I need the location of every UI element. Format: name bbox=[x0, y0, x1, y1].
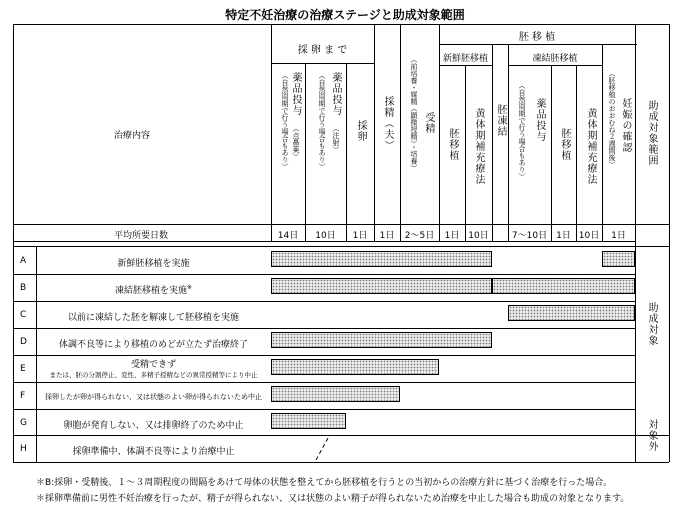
row-text: 凍結胚移植を実施※ bbox=[114, 284, 193, 296]
days-value: 10日 bbox=[468, 231, 489, 241]
col-pregnancy-check-sub: （胚移植のおおむね２週間後） bbox=[608, 70, 616, 168]
row-letter: D bbox=[20, 337, 27, 347]
gantt-bar bbox=[271, 359, 439, 375]
page-title: 特定不妊治療の治療ステージと助成対象範囲 bbox=[225, 8, 465, 22]
footnote: ＊採卵準備前に男性不妊治療を行ったが、精子が得られない、又は状態のよい精子が得られないため治療を中止した場合も助成の対象となります。 bbox=[36, 494, 630, 504]
col-drug-injection-paren: （注射） bbox=[332, 125, 340, 153]
gantt-bar bbox=[492, 278, 635, 294]
footnote: ＊B:採卵・受精後、１〜３周期程度の間隔をあけて母体の状態を整えてから胚移植を行うとの当初からの治療方針に基づく治療を行った場合。 bbox=[36, 478, 613, 488]
frozen-transfer-group-header: 凍結胚移植 bbox=[532, 54, 578, 64]
gantt-bar bbox=[602, 251, 635, 267]
gantt-bar bbox=[271, 386, 400, 402]
row-text: 卵胞が発育しない、又は排卵終了のため中止 bbox=[63, 421, 244, 431]
col-pregnancy-check-main: 妊娠の確認 bbox=[620, 98, 631, 153]
fresh-transfer-group-header: 新鮮胚移植 bbox=[442, 54, 488, 64]
embryo-transfer-group-header: 胚 移 植 bbox=[518, 32, 556, 43]
row-letter: B bbox=[20, 283, 27, 293]
subsidy-scope-header: 助成対象範囲 bbox=[646, 100, 657, 166]
row-text: 体調不良等により移植のめどが立たず治療終了 bbox=[58, 340, 248, 350]
col-fertilization-sub: （前培養・媒精（顕微授精）・培養） bbox=[410, 56, 418, 172]
not-covered-scope-label: 対象外 bbox=[646, 419, 657, 452]
row-letter: G bbox=[20, 418, 27, 428]
gantt-bar bbox=[271, 251, 492, 267]
col-embryo-freeze: 胚凍結 bbox=[495, 104, 506, 137]
gantt-bar bbox=[271, 413, 346, 429]
dashed-stop-line bbox=[300, 436, 340, 462]
days-value: 10日 bbox=[578, 231, 600, 241]
col-frozen-drug-sub: （自然周期で行う場合もあり） bbox=[518, 82, 526, 180]
col-sperm-collection: 採精（夫） bbox=[382, 96, 393, 151]
row-text: 以前に凍結した胚を解凍して胚移植を実施 bbox=[67, 313, 239, 323]
gantt-bar bbox=[271, 278, 492, 294]
row-text: 新鮮胚移植を実施 bbox=[117, 259, 190, 269]
col-drug-nasal-paren: （点鼻薬） bbox=[292, 125, 300, 160]
days-value: 1日 bbox=[352, 231, 368, 241]
col-fertilization-main: 受精 bbox=[423, 112, 434, 134]
gantt-bar bbox=[508, 305, 635, 321]
row-letter: E bbox=[20, 364, 26, 374]
col-fresh-luteal: 黄体期補充療法 bbox=[473, 108, 484, 185]
days-value: 14日 bbox=[277, 231, 299, 241]
days-value: 1日 bbox=[556, 231, 571, 241]
days-value: 7〜10日 bbox=[511, 231, 548, 241]
col-egg-retrieval: 採卵 bbox=[355, 120, 366, 142]
col-frozen-transfer: 胚移植 bbox=[559, 128, 570, 161]
egg-retrieval-group-header: 採 卵 ま で bbox=[297, 45, 348, 56]
row-letter: C bbox=[20, 310, 27, 320]
col-drug-nasal-main: 薬品投与 bbox=[290, 72, 301, 116]
col-fresh-transfer: 胚移植 bbox=[447, 128, 458, 161]
row-text: 採卵準備中、体調不良等により治療中止 bbox=[72, 447, 235, 457]
col-drug-injection-main: 薬品投与 bbox=[330, 72, 341, 116]
footnote-mark: ※ bbox=[186, 284, 193, 291]
row-letter: A bbox=[20, 256, 27, 266]
row-letter: F bbox=[20, 391, 26, 401]
covered-scope-label: 助成対象 bbox=[646, 302, 657, 346]
treatment-header: 治療内容 bbox=[114, 131, 151, 141]
col-frozen-drug-main: 薬品投与 bbox=[534, 98, 545, 142]
row-text: 採卵したが卵が得られない、又は状態のよい卵が得られないため中止 bbox=[45, 393, 262, 401]
days-value: 1日 bbox=[379, 231, 395, 241]
col-frozen-luteal: 黄体期補充療法 bbox=[585, 108, 596, 185]
days-value: 1日 bbox=[611, 231, 626, 241]
row-text: 受精できず bbox=[130, 360, 176, 370]
col-drug-injection-sub: （自然周期で行う場合もあり） bbox=[318, 72, 326, 170]
days-value: 1日 bbox=[444, 231, 460, 241]
days-label: 平均所要日数 bbox=[114, 231, 169, 241]
days-value: 2〜5日 bbox=[404, 231, 435, 241]
gantt-bar bbox=[271, 332, 492, 348]
row-text-secondary: または、胚の分割停止、変性、多精子授精などの異常授精等により中止 bbox=[49, 371, 258, 379]
row-letter: H bbox=[20, 444, 27, 454]
days-value: 10日 bbox=[315, 231, 336, 241]
col-drug-nasal-sub: （自然周期で行う場合もあり） bbox=[281, 72, 289, 170]
